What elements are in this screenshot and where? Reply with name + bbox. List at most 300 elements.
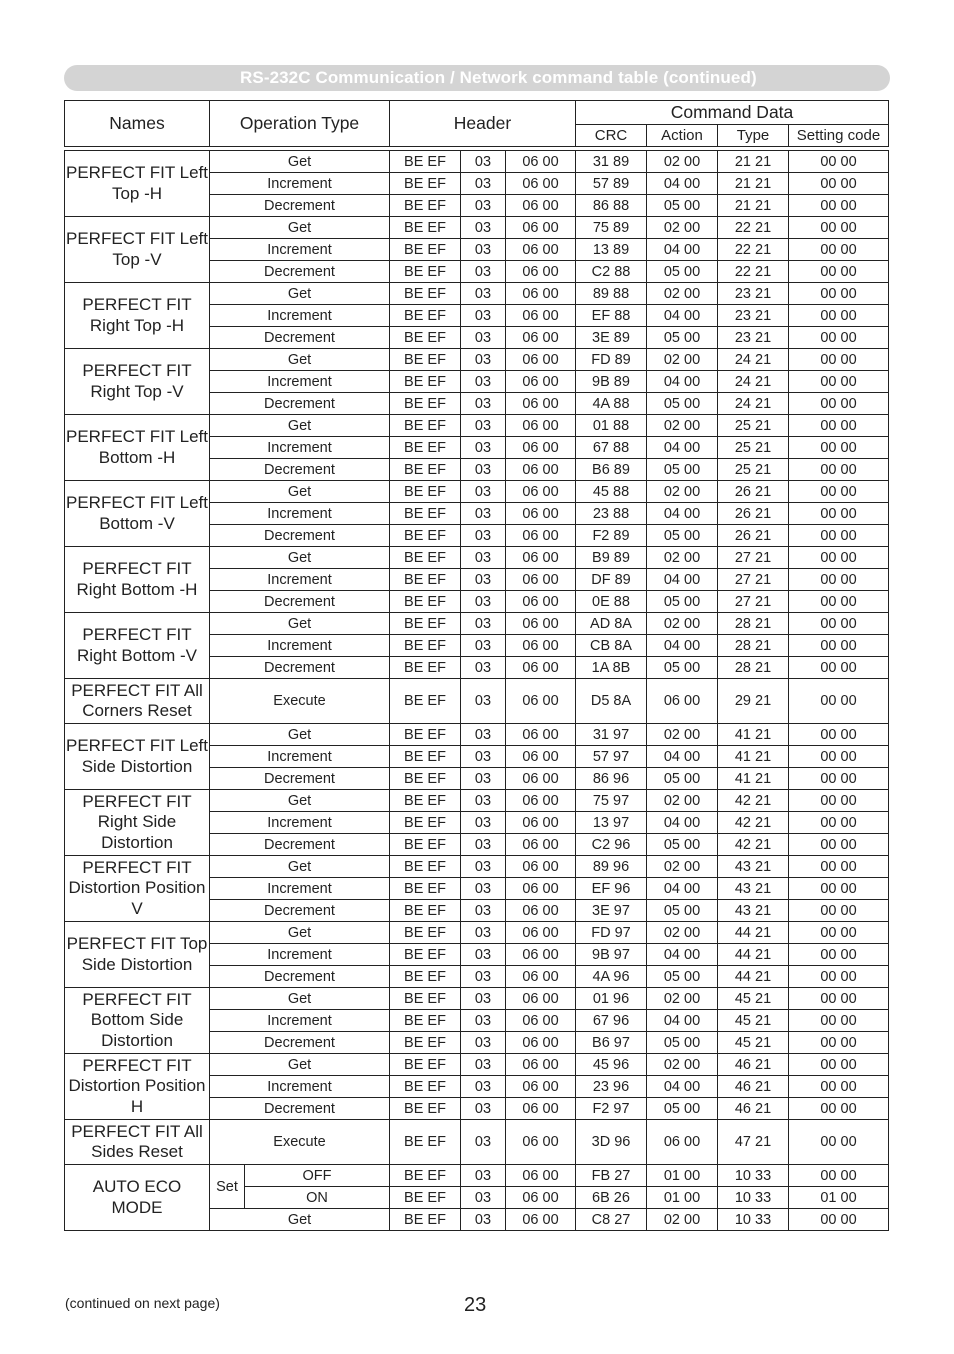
header-byte-2: 03 xyxy=(461,790,506,812)
type: 41 21 xyxy=(718,724,789,746)
operation-type: OFF xyxy=(245,1165,390,1187)
header-byte-2: 03 xyxy=(461,327,506,349)
header-byte-3: 06 00 xyxy=(506,679,576,724)
operation-type: Increment xyxy=(210,371,390,393)
header-byte-3: 06 00 xyxy=(506,922,576,944)
action: 04 00 xyxy=(647,944,718,966)
header-byte-2: 03 xyxy=(461,371,506,393)
header-byte-3: 06 00 xyxy=(506,1010,576,1032)
setting-code: 00 00 xyxy=(789,1054,889,1076)
command-name: PERFECT FIT Distortion Position V xyxy=(65,856,210,922)
type: 45 21 xyxy=(718,1010,789,1032)
header-byte-1: BE EF xyxy=(390,261,461,283)
header-byte-3: 06 00 xyxy=(506,856,576,878)
setting-code: 00 00 xyxy=(789,173,889,195)
crc: 3E 97 xyxy=(576,900,647,922)
header-byte-3: 06 00 xyxy=(506,746,576,768)
operation-type: Get xyxy=(210,988,390,1010)
setting-code: 00 00 xyxy=(789,151,889,173)
crc: B6 89 xyxy=(576,459,647,481)
header-byte-3: 06 00 xyxy=(506,305,576,327)
table-body xyxy=(65,151,889,1231)
action: 05 00 xyxy=(647,591,718,613)
header-byte-3: 06 00 xyxy=(506,415,576,437)
crc: 01 96 xyxy=(576,988,647,1010)
header-byte-1: BE EF xyxy=(390,283,461,305)
header-byte-1: BE EF xyxy=(390,724,461,746)
operation-type: Decrement xyxy=(210,900,390,922)
setting-code: 00 00 xyxy=(789,349,889,371)
type: 44 21 xyxy=(718,922,789,944)
header-byte-3: 06 00 xyxy=(506,327,576,349)
action: 04 00 xyxy=(647,503,718,525)
crc: 75 89 xyxy=(576,217,647,239)
operation-type: Decrement xyxy=(210,327,390,349)
header-byte-3: 06 00 xyxy=(506,283,576,305)
operation-type: Get xyxy=(210,856,390,878)
type: 43 21 xyxy=(718,900,789,922)
set-label: Set xyxy=(210,1165,245,1209)
command-name: PERFECT FIT Bottom Side Distortion xyxy=(65,988,210,1054)
header-byte-2: 03 xyxy=(461,1187,506,1209)
type: 23 21 xyxy=(718,327,789,349)
section-banner xyxy=(64,65,890,91)
header-byte-1: BE EF xyxy=(390,922,461,944)
header-byte-3: 06 00 xyxy=(506,834,576,856)
command-name: PERFECT FIT Left Top -H xyxy=(65,151,210,217)
operation-type: Decrement xyxy=(210,261,390,283)
crc: 75 97 xyxy=(576,790,647,812)
action: 05 00 xyxy=(647,195,718,217)
command-name: PERFECT FIT Right Bottom -V xyxy=(65,613,210,679)
command-name: PERFECT FIT Distortion Position H xyxy=(65,1054,210,1120)
header-byte-2: 03 xyxy=(461,1076,506,1098)
header-byte-1: BE EF xyxy=(390,547,461,569)
header-byte-2: 03 xyxy=(461,437,506,459)
crc: C2 96 xyxy=(576,834,647,856)
operation-type: Decrement xyxy=(210,834,390,856)
crc: 1A 8B xyxy=(576,657,647,679)
type: 27 21 xyxy=(718,547,789,569)
header-byte-1: BE EF xyxy=(390,988,461,1010)
header-byte-3: 06 00 xyxy=(506,349,576,371)
header-byte-1: BE EF xyxy=(390,437,461,459)
crc: 13 97 xyxy=(576,812,647,834)
setting-code: 00 00 xyxy=(789,724,889,746)
header-byte-2: 03 xyxy=(461,195,506,217)
header-byte-3: 06 00 xyxy=(506,217,576,239)
header-byte-1: BE EF xyxy=(390,459,461,481)
type: 46 21 xyxy=(718,1054,789,1076)
crc: AD 8A xyxy=(576,613,647,635)
setting-code: 00 00 xyxy=(789,217,889,239)
type: 21 21 xyxy=(718,195,789,217)
setting-code: 00 00 xyxy=(789,812,889,834)
header-byte-1: BE EF xyxy=(390,1076,461,1098)
command-table xyxy=(64,100,889,1231)
header-operation-type: Operation Type xyxy=(210,101,390,147)
crc: 57 97 xyxy=(576,746,647,768)
type: 47 21 xyxy=(718,1120,789,1165)
action: 04 00 xyxy=(647,239,718,261)
header-byte-3: 06 00 xyxy=(506,1120,576,1165)
operation-type: Get xyxy=(210,283,390,305)
operation-type: Get xyxy=(210,922,390,944)
type: 27 21 xyxy=(718,569,789,591)
header-byte-3: 06 00 xyxy=(506,966,576,988)
header-byte-2: 03 xyxy=(461,239,506,261)
setting-code: 00 00 xyxy=(789,1076,889,1098)
footer-note: (continued on next page) xyxy=(65,1295,220,1311)
header-byte-1: BE EF xyxy=(390,1098,461,1120)
header-byte-3: 06 00 xyxy=(506,657,576,679)
operation-type: Increment xyxy=(210,1010,390,1032)
action: 02 00 xyxy=(647,481,718,503)
action: 04 00 xyxy=(647,305,718,327)
type: 41 21 xyxy=(718,768,789,790)
operation-type: Decrement xyxy=(210,591,390,613)
header-byte-1: BE EF xyxy=(390,371,461,393)
header-byte-1: BE EF xyxy=(390,856,461,878)
action: 06 00 xyxy=(647,1120,718,1165)
operation-type: Get xyxy=(210,613,390,635)
header-byte-3: 06 00 xyxy=(506,481,576,503)
action: 02 00 xyxy=(647,790,718,812)
crc: 01 88 xyxy=(576,415,647,437)
crc: C2 88 xyxy=(576,261,647,283)
table-row xyxy=(65,1054,889,1076)
header-byte-2: 03 xyxy=(461,1010,506,1032)
action: 05 00 xyxy=(647,768,718,790)
type: 28 21 xyxy=(718,657,789,679)
crc: 23 96 xyxy=(576,1076,647,1098)
setting-code: 00 00 xyxy=(789,900,889,922)
action: 02 00 xyxy=(647,988,718,1010)
header-byte-1: BE EF xyxy=(390,239,461,261)
setting-code: 00 00 xyxy=(789,966,889,988)
operation-type: Decrement xyxy=(210,195,390,217)
header-byte-2: 03 xyxy=(461,1209,506,1231)
crc: 0E 88 xyxy=(576,591,647,613)
setting-code: 00 00 xyxy=(789,1165,889,1187)
header-byte-2: 03 xyxy=(461,481,506,503)
header-header: Header xyxy=(390,101,576,147)
header-byte-1: BE EF xyxy=(390,613,461,635)
setting-code: 00 00 xyxy=(789,878,889,900)
action: 02 00 xyxy=(647,856,718,878)
table-row xyxy=(65,856,889,878)
header-byte-2: 03 xyxy=(461,547,506,569)
action: 05 00 xyxy=(647,525,718,547)
setting-code: 00 00 xyxy=(789,261,889,283)
header-byte-1: BE EF xyxy=(390,635,461,657)
type: 27 21 xyxy=(718,591,789,613)
header-byte-1: BE EF xyxy=(390,944,461,966)
type: 44 21 xyxy=(718,966,789,988)
setting-code: 00 00 xyxy=(789,679,889,724)
action: 04 00 xyxy=(647,437,718,459)
type: 25 21 xyxy=(718,415,789,437)
header-byte-1: BE EF xyxy=(390,1010,461,1032)
header-byte-1: BE EF xyxy=(390,217,461,239)
type: 22 21 xyxy=(718,261,789,283)
header-byte-1: BE EF xyxy=(390,878,461,900)
action: 04 00 xyxy=(647,1010,718,1032)
header-byte-1: BE EF xyxy=(390,503,461,525)
header-byte-1: BE EF xyxy=(390,790,461,812)
type: 42 21 xyxy=(718,812,789,834)
type: 24 21 xyxy=(718,371,789,393)
setting-code: 00 00 xyxy=(789,1120,889,1165)
header-byte-2: 03 xyxy=(461,151,506,173)
table-row xyxy=(65,1165,889,1187)
setting-code: 00 00 xyxy=(789,481,889,503)
command-name: PERFECT FIT Right Top -V xyxy=(65,349,210,415)
setting-code: 00 00 xyxy=(789,1032,889,1054)
action: 05 00 xyxy=(647,834,718,856)
operation-type: Increment xyxy=(210,305,390,327)
crc: 86 96 xyxy=(576,768,647,790)
setting-code: 00 00 xyxy=(789,569,889,591)
table-row xyxy=(65,613,889,635)
action: 01 00 xyxy=(647,1187,718,1209)
setting-code: 00 00 xyxy=(789,239,889,261)
table-row xyxy=(65,1120,889,1165)
header-byte-1: BE EF xyxy=(390,415,461,437)
header-type: Type xyxy=(718,125,789,147)
type: 10 33 xyxy=(718,1165,789,1187)
table-row xyxy=(65,349,889,371)
header-byte-2: 03 xyxy=(461,1032,506,1054)
operation-type: Get xyxy=(210,415,390,437)
header-byte-2: 03 xyxy=(461,679,506,724)
type: 25 21 xyxy=(718,437,789,459)
header-byte-3: 06 00 xyxy=(506,503,576,525)
header-byte-1: BE EF xyxy=(390,569,461,591)
header-byte-3: 06 00 xyxy=(506,635,576,657)
header-byte-1: BE EF xyxy=(390,525,461,547)
crc: F2 97 xyxy=(576,1098,647,1120)
header-byte-3: 06 00 xyxy=(506,173,576,195)
operation-type: Increment xyxy=(210,437,390,459)
crc: F2 89 xyxy=(576,525,647,547)
table-row xyxy=(65,679,889,724)
header-byte-3: 06 00 xyxy=(506,591,576,613)
setting-code: 00 00 xyxy=(789,856,889,878)
type: 46 21 xyxy=(718,1076,789,1098)
header-byte-1: BE EF xyxy=(390,900,461,922)
operation-type: Decrement xyxy=(210,393,390,415)
action: 02 00 xyxy=(647,217,718,239)
header-byte-1: BE EF xyxy=(390,1209,461,1231)
header-byte-2: 03 xyxy=(461,569,506,591)
header-byte-2: 03 xyxy=(461,173,506,195)
header-byte-3: 06 00 xyxy=(506,1032,576,1054)
type: 29 21 xyxy=(718,679,789,724)
header-byte-1: BE EF xyxy=(390,834,461,856)
header-byte-3: 06 00 xyxy=(506,944,576,966)
crc: 45 88 xyxy=(576,481,647,503)
crc: FD 89 xyxy=(576,349,647,371)
action: 02 00 xyxy=(647,151,718,173)
header-byte-2: 03 xyxy=(461,283,506,305)
command-name: PERFECT FIT Top Side Distortion xyxy=(65,922,210,988)
table-row xyxy=(65,922,889,944)
header-byte-1: BE EF xyxy=(390,393,461,415)
setting-code: 00 00 xyxy=(789,371,889,393)
header-byte-2: 03 xyxy=(461,1098,506,1120)
crc: D5 8A xyxy=(576,679,647,724)
action: 02 00 xyxy=(647,1054,718,1076)
header-byte-2: 03 xyxy=(461,944,506,966)
crc: EF 96 xyxy=(576,878,647,900)
command-name: PERFECT FIT Left Side Distortion xyxy=(65,724,210,790)
setting-code: 00 00 xyxy=(789,834,889,856)
crc: 89 96 xyxy=(576,856,647,878)
setting-code: 00 00 xyxy=(789,547,889,569)
header-byte-1: BE EF xyxy=(390,195,461,217)
command-name: PERFECT FIT Right Top -H xyxy=(65,283,210,349)
crc: 86 88 xyxy=(576,195,647,217)
operation-type: Decrement xyxy=(210,768,390,790)
command-name: PERFECT FIT Left Bottom -H xyxy=(65,415,210,481)
header-byte-2: 03 xyxy=(461,349,506,371)
header-byte-1: BE EF xyxy=(390,1032,461,1054)
table-row xyxy=(65,724,889,746)
crc: 4A 96 xyxy=(576,966,647,988)
header-byte-2: 03 xyxy=(461,1054,506,1076)
type: 43 21 xyxy=(718,878,789,900)
table-row xyxy=(65,481,889,503)
operation-type: Decrement xyxy=(210,1032,390,1054)
setting-code: 00 00 xyxy=(789,1209,889,1231)
table-row xyxy=(65,790,889,812)
action: 06 00 xyxy=(647,679,718,724)
action: 05 00 xyxy=(647,900,718,922)
header-byte-1: BE EF xyxy=(390,591,461,613)
setting-code: 00 00 xyxy=(789,922,889,944)
header-byte-2: 03 xyxy=(461,724,506,746)
header-byte-1: BE EF xyxy=(390,305,461,327)
type: 23 21 xyxy=(718,305,789,327)
setting-code: 00 00 xyxy=(789,1098,889,1120)
header-byte-2: 03 xyxy=(461,525,506,547)
setting-code: 00 00 xyxy=(789,415,889,437)
type: 21 21 xyxy=(718,151,789,173)
operation-type: Decrement xyxy=(210,459,390,481)
header-byte-2: 03 xyxy=(461,922,506,944)
crc: DF 89 xyxy=(576,569,647,591)
setting-code: 00 00 xyxy=(789,635,889,657)
operation-type: Get xyxy=(210,217,390,239)
type: 44 21 xyxy=(718,944,789,966)
type: 22 21 xyxy=(718,217,789,239)
setting-code: 00 00 xyxy=(789,437,889,459)
header-byte-3: 06 00 xyxy=(506,195,576,217)
crc: 67 96 xyxy=(576,1010,647,1032)
header-byte-3: 06 00 xyxy=(506,525,576,547)
setting-code: 00 00 xyxy=(789,768,889,790)
header-byte-2: 03 xyxy=(461,261,506,283)
action: 04 00 xyxy=(647,878,718,900)
type: 24 21 xyxy=(718,349,789,371)
header-byte-1: BE EF xyxy=(390,746,461,768)
type: 42 21 xyxy=(718,790,789,812)
operation-type: Get xyxy=(210,724,390,746)
action: 02 00 xyxy=(647,922,718,944)
action: 02 00 xyxy=(647,724,718,746)
table-row xyxy=(65,151,889,173)
operation-type: Increment xyxy=(210,239,390,261)
header-byte-2: 03 xyxy=(461,613,506,635)
header-byte-2: 03 xyxy=(461,1165,506,1187)
header-byte-2: 03 xyxy=(461,305,506,327)
type: 10 33 xyxy=(718,1209,789,1231)
crc: 57 89 xyxy=(576,173,647,195)
setting-code: 00 00 xyxy=(789,305,889,327)
page-number: 23 xyxy=(464,1294,487,1316)
action: 02 00 xyxy=(647,547,718,569)
command-name: PERFECT FIT All Sides Reset xyxy=(65,1120,210,1165)
header-byte-3: 06 00 xyxy=(506,768,576,790)
type: 10 33 xyxy=(718,1187,789,1209)
type: 26 21 xyxy=(718,503,789,525)
header-crc: CRC xyxy=(576,125,647,147)
crc: 67 88 xyxy=(576,437,647,459)
setting-code: 01 00 xyxy=(789,1187,889,1209)
header-action: Action xyxy=(647,125,718,147)
action: 05 00 xyxy=(647,1032,718,1054)
action: 04 00 xyxy=(647,173,718,195)
operation-type: Increment xyxy=(210,944,390,966)
header-byte-3: 06 00 xyxy=(506,547,576,569)
header-byte-2: 03 xyxy=(461,393,506,415)
type: 45 21 xyxy=(718,1032,789,1054)
command-name: PERFECT FIT Right Side Distortion xyxy=(65,790,210,856)
crc: 3E 89 xyxy=(576,327,647,349)
header-byte-3: 06 00 xyxy=(506,878,576,900)
header-byte-1: BE EF xyxy=(390,679,461,724)
operation-type: Get xyxy=(210,790,390,812)
header-byte-3: 06 00 xyxy=(506,261,576,283)
header-byte-2: 03 xyxy=(461,768,506,790)
command-name: PERFECT FIT Right Bottom -H xyxy=(65,547,210,613)
header-byte-2: 03 xyxy=(461,459,506,481)
setting-code: 00 00 xyxy=(789,195,889,217)
operation-type: Get xyxy=(210,151,390,173)
action: 04 00 xyxy=(647,569,718,591)
type: 43 21 xyxy=(718,856,789,878)
banner-title: RS-232C Communication / Network command table (continued) xyxy=(240,68,757,87)
header-byte-1: BE EF xyxy=(390,657,461,679)
crc: B9 89 xyxy=(576,547,647,569)
crc: 3D 96 xyxy=(576,1120,647,1165)
setting-code: 00 00 xyxy=(789,459,889,481)
action: 05 00 xyxy=(647,459,718,481)
header-byte-2: 03 xyxy=(461,415,506,437)
operation-type: Execute xyxy=(210,1120,390,1165)
crc: 89 88 xyxy=(576,283,647,305)
crc: 45 96 xyxy=(576,1054,647,1076)
operation-type: Increment xyxy=(210,569,390,591)
header-byte-3: 06 00 xyxy=(506,724,576,746)
setting-code: 00 00 xyxy=(789,944,889,966)
action: 04 00 xyxy=(647,812,718,834)
crc: B6 97 xyxy=(576,1032,647,1054)
header-byte-2: 03 xyxy=(461,966,506,988)
operation-type: Decrement xyxy=(210,657,390,679)
action: 02 00 xyxy=(647,613,718,635)
